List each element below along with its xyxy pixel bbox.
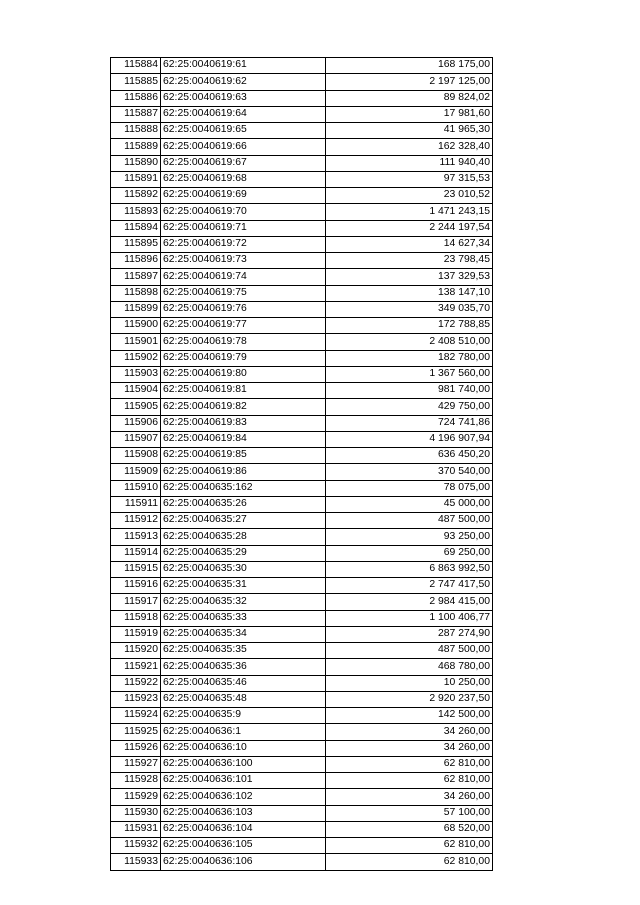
row-id-cell: 115906 xyxy=(111,415,161,431)
cadastral-number-cell: 62:25:0040635:35 xyxy=(161,643,326,659)
cadastral-number-cell: 62:25:0040636:1 xyxy=(161,724,326,740)
table-row xyxy=(111,821,493,837)
cadastral-value-cell: 138 147,10 xyxy=(326,285,493,301)
cadastral-value-cell: 69 250,00 xyxy=(326,545,493,561)
document-page xyxy=(110,57,492,871)
cadastral-number-cell: 62:25:0040636:100 xyxy=(161,756,326,772)
table-row xyxy=(111,155,493,171)
row-id-cell: 115891 xyxy=(111,171,161,187)
cadastral-value-cell: 6 863 992,50 xyxy=(326,561,493,577)
cadastral-value-cell: 2 244 197,54 xyxy=(326,220,493,236)
cadastral-number-cell: 62:25:0040635:46 xyxy=(161,675,326,691)
cadastral-number-cell: 62:25:0040619:80 xyxy=(161,366,326,382)
row-id-cell: 115885 xyxy=(111,74,161,90)
row-id-cell: 115932 xyxy=(111,838,161,854)
row-id-cell: 115920 xyxy=(111,643,161,659)
cadastral-number-cell: 62:25:0040619:81 xyxy=(161,383,326,399)
table-row xyxy=(111,545,493,561)
table-row xyxy=(111,90,493,106)
cadastral-value-cell: 41 965,30 xyxy=(326,123,493,139)
row-id-cell: 115923 xyxy=(111,691,161,707)
cadastral-value-cell: 172 788,85 xyxy=(326,318,493,334)
cadastral-number-cell: 62:25:0040619:77 xyxy=(161,318,326,334)
row-id-cell: 115897 xyxy=(111,269,161,285)
table-row xyxy=(111,610,493,626)
table-row xyxy=(111,659,493,675)
cadastral-value-cell: 17 981,60 xyxy=(326,106,493,122)
cadastral-value-cell: 45 000,00 xyxy=(326,496,493,512)
row-id-cell: 115930 xyxy=(111,805,161,821)
cadastral-number-cell: 62:25:0040636:106 xyxy=(161,854,326,870)
row-id-cell: 115886 xyxy=(111,90,161,106)
cadastral-value-cell: 137 329,53 xyxy=(326,269,493,285)
cadastral-value-cell: 2 747 417,50 xyxy=(326,578,493,594)
row-id-cell: 115888 xyxy=(111,123,161,139)
cadastral-value-cell: 62 810,00 xyxy=(326,773,493,789)
row-id-cell: 115931 xyxy=(111,821,161,837)
table-row xyxy=(111,318,493,334)
table-row xyxy=(111,448,493,464)
table-row xyxy=(111,58,493,74)
cadastral-value-cell: 168 175,00 xyxy=(326,58,493,74)
table-row xyxy=(111,236,493,252)
row-id-cell: 115909 xyxy=(111,464,161,480)
cadastral-number-cell: 62:25:0040619:84 xyxy=(161,431,326,447)
cadastral-number-cell: 62:25:0040619:78 xyxy=(161,334,326,350)
cadastral-value-table xyxy=(110,57,493,871)
cadastral-number-cell: 62:25:0040619:72 xyxy=(161,236,326,252)
cadastral-value-cell: 4 196 907,94 xyxy=(326,431,493,447)
row-id-cell: 115915 xyxy=(111,561,161,577)
cadastral-number-cell: 62:25:0040635:30 xyxy=(161,561,326,577)
table-row xyxy=(111,643,493,659)
cadastral-number-cell: 62:25:0040635:36 xyxy=(161,659,326,675)
table-row xyxy=(111,399,493,415)
cadastral-value-cell: 2 920 237,50 xyxy=(326,691,493,707)
cadastral-value-cell: 724 741,86 xyxy=(326,415,493,431)
table-body xyxy=(111,58,493,871)
row-id-cell: 115913 xyxy=(111,529,161,545)
table-row xyxy=(111,708,493,724)
row-id-cell: 115918 xyxy=(111,610,161,626)
cadastral-number-cell: 62:25:0040635:31 xyxy=(161,578,326,594)
row-id-cell: 115898 xyxy=(111,285,161,301)
cadastral-number-cell: 62:25:0040619:85 xyxy=(161,448,326,464)
table-row xyxy=(111,561,493,577)
table-row xyxy=(111,171,493,187)
cadastral-value-cell: 162 328,40 xyxy=(326,139,493,155)
table-row xyxy=(111,253,493,269)
table-row xyxy=(111,74,493,90)
row-id-cell: 115894 xyxy=(111,220,161,236)
cadastral-value-cell: 2 408 510,00 xyxy=(326,334,493,350)
cadastral-value-cell: 97 315,53 xyxy=(326,171,493,187)
cadastral-number-cell: 62:25:0040619:65 xyxy=(161,123,326,139)
row-id-cell: 115914 xyxy=(111,545,161,561)
row-id-cell: 115929 xyxy=(111,789,161,805)
table-row xyxy=(111,529,493,545)
row-id-cell: 115892 xyxy=(111,188,161,204)
table-row xyxy=(111,691,493,707)
row-id-cell: 115926 xyxy=(111,740,161,756)
row-id-cell: 115900 xyxy=(111,318,161,334)
cadastral-value-cell: 182 780,00 xyxy=(326,350,493,366)
cadastral-value-cell: 1 471 243,15 xyxy=(326,204,493,220)
table-row xyxy=(111,415,493,431)
cadastral-number-cell: 62:25:0040636:105 xyxy=(161,838,326,854)
cadastral-number-cell: 62:25:0040619:62 xyxy=(161,74,326,90)
cadastral-number-cell: 62:25:0040636:10 xyxy=(161,740,326,756)
cadastral-number-cell: 62:25:0040619:74 xyxy=(161,269,326,285)
row-id-cell: 115927 xyxy=(111,756,161,772)
row-id-cell: 115901 xyxy=(111,334,161,350)
cadastral-number-cell: 62:25:0040619:61 xyxy=(161,58,326,74)
table-row xyxy=(111,334,493,350)
cadastral-value-cell: 468 780,00 xyxy=(326,659,493,675)
cadastral-number-cell: 62:25:0040635:32 xyxy=(161,594,326,610)
cadastral-number-cell: 62:25:0040619:66 xyxy=(161,139,326,155)
cadastral-number-cell: 62:25:0040619:73 xyxy=(161,253,326,269)
table-row xyxy=(111,789,493,805)
row-id-cell: 115896 xyxy=(111,253,161,269)
table-row xyxy=(111,301,493,317)
cadastral-value-cell: 57 100,00 xyxy=(326,805,493,821)
cadastral-value-cell: 981 740,00 xyxy=(326,383,493,399)
cadastral-number-cell: 62:25:0040635:29 xyxy=(161,545,326,561)
cadastral-value-cell: 429 750,00 xyxy=(326,399,493,415)
table-row xyxy=(111,626,493,642)
cadastral-number-cell: 62:25:0040619:79 xyxy=(161,350,326,366)
row-id-cell: 115908 xyxy=(111,448,161,464)
cadastral-value-cell: 62 810,00 xyxy=(326,854,493,870)
cadastral-value-cell: 93 250,00 xyxy=(326,529,493,545)
cadastral-number-cell: 62:25:0040636:101 xyxy=(161,773,326,789)
row-id-cell: 115925 xyxy=(111,724,161,740)
cadastral-value-cell: 370 540,00 xyxy=(326,464,493,480)
row-id-cell: 115922 xyxy=(111,675,161,691)
table-row xyxy=(111,854,493,870)
cadastral-number-cell: 62:25:0040636:103 xyxy=(161,805,326,821)
cadastral-value-cell: 1 367 560,00 xyxy=(326,366,493,382)
table-row xyxy=(111,383,493,399)
row-id-cell: 115903 xyxy=(111,366,161,382)
cadastral-value-cell: 142 500,00 xyxy=(326,708,493,724)
cadastral-number-cell: 62:25:0040635:28 xyxy=(161,529,326,545)
cadastral-value-cell: 14 627,34 xyxy=(326,236,493,252)
table-row xyxy=(111,139,493,155)
cadastral-value-cell: 1 100 406,77 xyxy=(326,610,493,626)
cadastral-number-cell: 62:25:0040619:67 xyxy=(161,155,326,171)
cadastral-value-cell: 487 500,00 xyxy=(326,643,493,659)
cadastral-value-cell: 23 010,52 xyxy=(326,188,493,204)
row-id-cell: 115889 xyxy=(111,139,161,155)
cadastral-number-cell: 62:25:0040619:82 xyxy=(161,399,326,415)
table-row xyxy=(111,756,493,772)
row-id-cell: 115907 xyxy=(111,431,161,447)
cadastral-value-cell: 62 810,00 xyxy=(326,838,493,854)
table-row xyxy=(111,773,493,789)
table-row xyxy=(111,350,493,366)
row-id-cell: 115893 xyxy=(111,204,161,220)
row-id-cell: 115928 xyxy=(111,773,161,789)
cadastral-number-cell: 62:25:0040636:102 xyxy=(161,789,326,805)
table-row xyxy=(111,123,493,139)
cadastral-number-cell: 62:25:0040635:34 xyxy=(161,626,326,642)
cadastral-number-cell: 62:25:0040619:71 xyxy=(161,220,326,236)
cadastral-value-cell: 10 250,00 xyxy=(326,675,493,691)
table-row xyxy=(111,106,493,122)
table-row xyxy=(111,513,493,529)
cadastral-number-cell: 62:25:0040635:162 xyxy=(161,480,326,496)
cadastral-number-cell: 62:25:0040619:63 xyxy=(161,90,326,106)
cadastral-value-cell: 23 798,45 xyxy=(326,253,493,269)
cadastral-value-cell: 287 274,90 xyxy=(326,626,493,642)
cadastral-number-cell: 62:25:0040635:26 xyxy=(161,496,326,512)
cadastral-number-cell: 62:25:0040619:69 xyxy=(161,188,326,204)
table-row xyxy=(111,269,493,285)
cadastral-number-cell: 62:25:0040619:83 xyxy=(161,415,326,431)
cadastral-number-cell: 62:25:0040619:68 xyxy=(161,171,326,187)
row-id-cell: 115899 xyxy=(111,301,161,317)
cadastral-value-cell: 78 075,00 xyxy=(326,480,493,496)
table-row xyxy=(111,188,493,204)
row-id-cell: 115895 xyxy=(111,236,161,252)
cadastral-value-cell: 34 260,00 xyxy=(326,789,493,805)
cadastral-number-cell: 62:25:0040619:75 xyxy=(161,285,326,301)
cadastral-value-cell: 487 500,00 xyxy=(326,513,493,529)
cadastral-value-cell: 2 984 415,00 xyxy=(326,594,493,610)
cadastral-value-cell: 34 260,00 xyxy=(326,740,493,756)
table-row xyxy=(111,675,493,691)
cadastral-number-cell: 62:25:0040635:27 xyxy=(161,513,326,529)
table-row xyxy=(111,431,493,447)
cadastral-number-cell: 62:25:0040635:48 xyxy=(161,691,326,707)
cadastral-value-cell: 62 810,00 xyxy=(326,756,493,772)
row-id-cell: 115917 xyxy=(111,594,161,610)
cadastral-number-cell: 62:25:0040636:104 xyxy=(161,821,326,837)
table-row xyxy=(111,724,493,740)
cadastral-value-cell: 68 520,00 xyxy=(326,821,493,837)
cadastral-value-cell: 111 940,40 xyxy=(326,155,493,171)
table-row xyxy=(111,578,493,594)
row-id-cell: 115890 xyxy=(111,155,161,171)
table-row xyxy=(111,464,493,480)
cadastral-number-cell: 62:25:0040619:86 xyxy=(161,464,326,480)
row-id-cell: 115919 xyxy=(111,626,161,642)
row-id-cell: 115912 xyxy=(111,513,161,529)
row-id-cell: 115911 xyxy=(111,496,161,512)
cadastral-value-cell: 89 824,02 xyxy=(326,90,493,106)
row-id-cell: 115910 xyxy=(111,480,161,496)
table-row xyxy=(111,805,493,821)
table-row xyxy=(111,740,493,756)
table-row xyxy=(111,204,493,220)
cadastral-number-cell: 62:25:0040635:33 xyxy=(161,610,326,626)
row-id-cell: 115902 xyxy=(111,350,161,366)
cadastral-value-cell: 34 260,00 xyxy=(326,724,493,740)
table-row xyxy=(111,480,493,496)
cadastral-value-cell: 2 197 125,00 xyxy=(326,74,493,90)
cadastral-number-cell: 62:25:0040619:76 xyxy=(161,301,326,317)
table-row xyxy=(111,285,493,301)
cadastral-number-cell: 62:25:0040619:70 xyxy=(161,204,326,220)
table-row xyxy=(111,220,493,236)
table-row xyxy=(111,594,493,610)
row-id-cell: 115884 xyxy=(111,58,161,74)
row-id-cell: 115933 xyxy=(111,854,161,870)
row-id-cell: 115916 xyxy=(111,578,161,594)
row-id-cell: 115904 xyxy=(111,383,161,399)
cadastral-number-cell: 62:25:0040635:9 xyxy=(161,708,326,724)
cadastral-value-cell: 349 035,70 xyxy=(326,301,493,317)
cadastral-value-cell: 636 450,20 xyxy=(326,448,493,464)
table-row xyxy=(111,838,493,854)
row-id-cell: 115887 xyxy=(111,106,161,122)
table-row xyxy=(111,366,493,382)
row-id-cell: 115924 xyxy=(111,708,161,724)
table-row xyxy=(111,496,493,512)
row-id-cell: 115905 xyxy=(111,399,161,415)
row-id-cell: 115921 xyxy=(111,659,161,675)
cadastral-number-cell: 62:25:0040619:64 xyxy=(161,106,326,122)
